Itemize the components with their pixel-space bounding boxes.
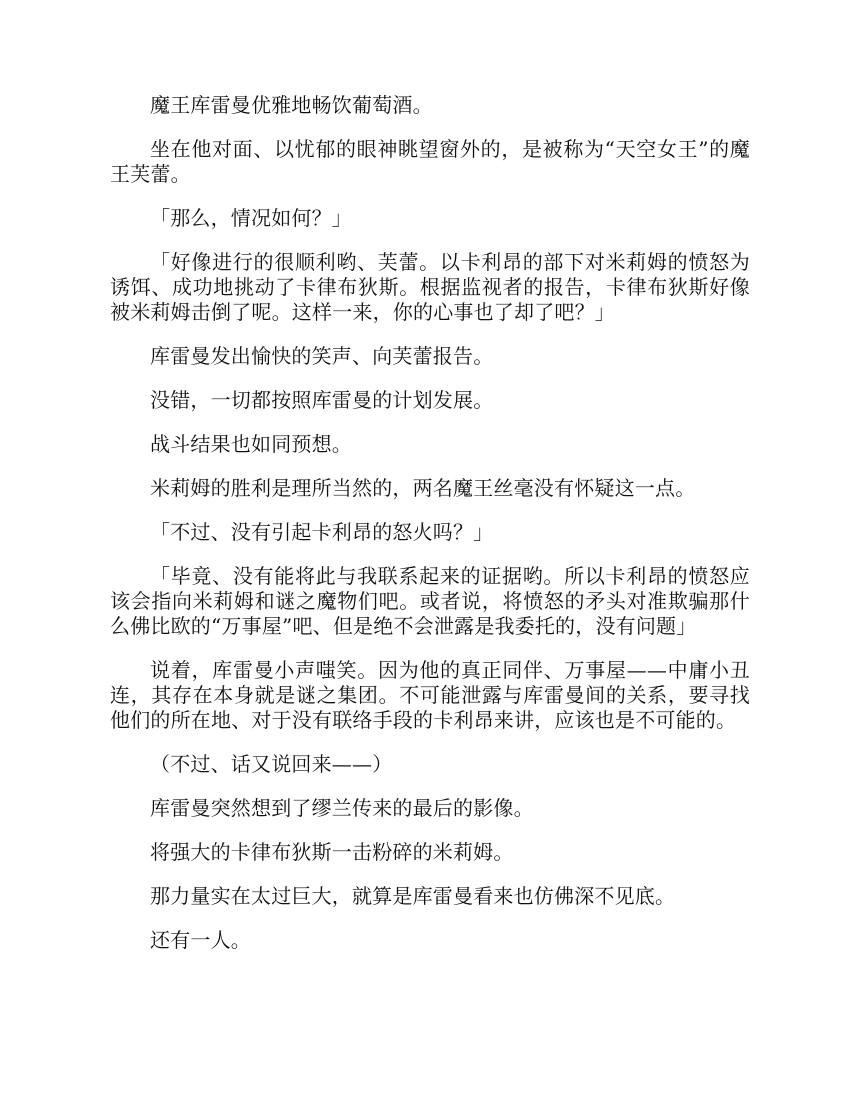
paragraph-12: （不过、话又说回来——） [150,752,393,776]
paragraph-7: 战斗结果也如同预想。 [150,432,352,456]
paragraph-14: 将强大的卡律布狄斯一击粉碎的米莉姆。 [150,840,514,864]
paragraph-13: 库雷曼突然想到了缪兰传来的最后的影像。 [150,796,534,820]
paragraph-4: 「好像进行的很顺利哟、芙蕾。以卡利昂的部下对米莉姆的愤怒为诱饵、成功地挑动了卡律布狄斯。根据监视者的报告，卡律布狄斯好像被米莉姆击倒了呢。这样一来，你的心事也了却了吧？」 [110,250,750,324]
document-body [110,93,750,972]
paragraph-10: 「毕竟、没有能将此与我联系起来的证据哟。所以卡利昂的愤怒应该会指向米莉姆和谜之魔物们吧。或者说，将愤怒的矛头对准欺骗那什么佛比欧的“万事屋”吧、但是绝不会泄露是我委托的，没有问题」 [110,564,750,638]
paragraph-9: 「不过、没有引起卡利昂的怒火吗？」 [150,520,494,544]
paragraph-6: 没错，一切都按照库雷曼的计划发展。 [150,388,494,412]
paragraph-5: 库雷曼发出愉快的笑声、向芙蕾报告。 [150,344,494,368]
paragraph-8: 米莉姆的胜利是理所当然的，两名魔王丝毫没有怀疑这一点。 [150,476,696,500]
paragraph-1: 魔王库雷曼优雅地畅饮葡萄酒。 [150,93,433,117]
paragraph-11: 说着，库雷曼小声嗤笑。因为他的真正同伴、万事屋——中庸小丑连，其存在本身就是谜之集团。不可能泄露与库雷曼间的关系，要寻找他们的所在地、对于没有联络手段的卡利昂来讲，应该也是不可能的。 [110,658,750,732]
paragraph-16: 还有一人。 [150,928,251,952]
paragraph-2: 坐在他对面、以忧郁的眼神眺望窗外的，是被称为“天空女王”的魔王芙蕾。 [110,137,750,186]
paragraph-15: 那力量实在太过巨大，就算是库雷曼看来也仿佛深不见底。 [150,884,676,908]
paragraph-3: 「那么，情况如何？」 [150,206,352,230]
